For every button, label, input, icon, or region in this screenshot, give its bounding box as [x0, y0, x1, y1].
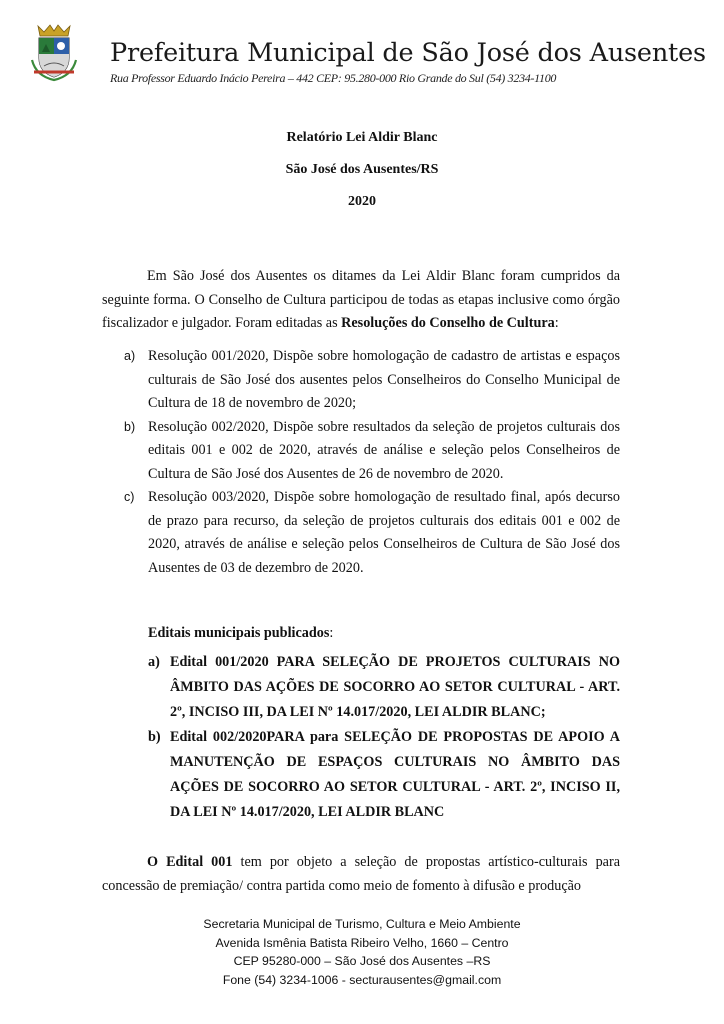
list-item: [102, 650, 620, 725]
list-item-text: Edital 001/2020 PARA SELEÇÃO DE PROJETOS CULTURAIS NO ÂMBITO DAS AÇÕES DE SOCORRO AO SETOR CULTURAL - ART. 2º, INCISO III, DA LEI Nº 14.017/2020, LEI ALDIR BLANC;: [170, 654, 620, 720]
list-item: [102, 345, 620, 416]
editais-heading-text: Editais municipais publicados: [148, 625, 330, 641]
letterhead-title: Prefeitura Municipal de São José dos Ausentes: [110, 38, 706, 68]
editais-list: [102, 650, 620, 825]
footer-line: CEP 95280-000 – São José dos Ausentes –RS: [233, 954, 491, 968]
editais-heading-end: :: [329, 625, 334, 641]
intro-bold-text: Resoluções do Conselho de Cultura: [341, 315, 555, 331]
closing-text: tem por objeto a seleção de propostas artístico-culturais para concessão de premiação/ contra partida como meio de fomento à difusão e produção: [102, 854, 621, 894]
list-item-text: Edital 002/2020PARA para SELEÇÃO DE PROPOSTAS DE APOIO A MANUTENÇÃO DE ESPAÇOS CULTURAIS NO ÂMBITO DAS AÇÕES DE SOCORRO AO SETOR CULTURAL - ART. 2º, INCISO II, DA LEI Nº 14.017/2020, LEI ALDIR BLANC: [170, 729, 620, 820]
list-item-text: Resolução 003/2020, Dispõe sobre homologação de resultado final, após decurso de prazo para recurso, da seleção de projetos culturais dos editais 001 e 002 de 2020, através de análise e seleção pelos Conselheiros de Cultura de São José dos Ausentes de 03 de dezembro de 2020.: [148, 489, 620, 576]
report-city: São José dos Ausentes/RS: [285, 162, 439, 177]
list-marker: a): [148, 654, 160, 670]
editais-heading: [148, 625, 333, 642]
letterhead-address: Rua Professor Eduardo Inácio Pereira – 442 CEP: 95.280-000 Rio Grande do Sul (54) 3234-1100: [110, 71, 557, 85]
list-marker: c): [124, 490, 135, 504]
list-item: [102, 416, 620, 487]
list-marker: b): [148, 729, 161, 745]
list-item: [102, 725, 620, 825]
intro-end: :: [554, 315, 559, 331]
list-item-text: Resolução 001/2020, Dispõe sobre homologação de cadastro de artistas e espaços culturais de São José dos ausentes pelos Conselheiros do Conselho Municipal de Cultura de 18 de novembro de 2020;: [148, 348, 620, 411]
list-marker: b): [124, 419, 136, 434]
resolutions-list: [102, 345, 620, 580]
closing-paragraph: [102, 851, 620, 898]
intro-paragraph: [102, 265, 620, 336]
list-item-text: Resolução 002/2020, Dispõe sobre resultados da seleção de projetos culturais dos editais 001 e 002 de 2020, através de análise e seleção pelos Conselheiros de Cultura de São José dos Ausentes de 26 de novembro de 2020.: [148, 418, 620, 482]
list-marker: a): [124, 349, 136, 363]
closing-bold-text: O Edital 001: [147, 854, 233, 870]
footer-line: Fone (54) 3234-1006 - secturausentes@gmail.com: [222, 972, 502, 987]
footer-line: Avenida Ismênia Batista Ribeiro Velho, 1660 – Centro: [215, 935, 509, 950]
report-year: 2020: [348, 194, 376, 209]
footer: [0, 915, 724, 989]
list-item: [102, 486, 620, 580]
municipal-coat-of-arms-icon: [30, 22, 78, 82]
footer-line: Secretaria Municipal de Turismo, Cultura e Meio Ambiente: [203, 917, 521, 931]
report-title: Relatório Lei Aldir Blanc: [286, 130, 438, 145]
intro-text: Em São José dos Ausentes os ditames da Lei Aldir Blanc foram cumpridos da seguinte forma. O Conselho de Cultura participou de todas as etapas inclusive como órgão fiscalizador e julgador. Foram editadas as: [102, 268, 620, 331]
